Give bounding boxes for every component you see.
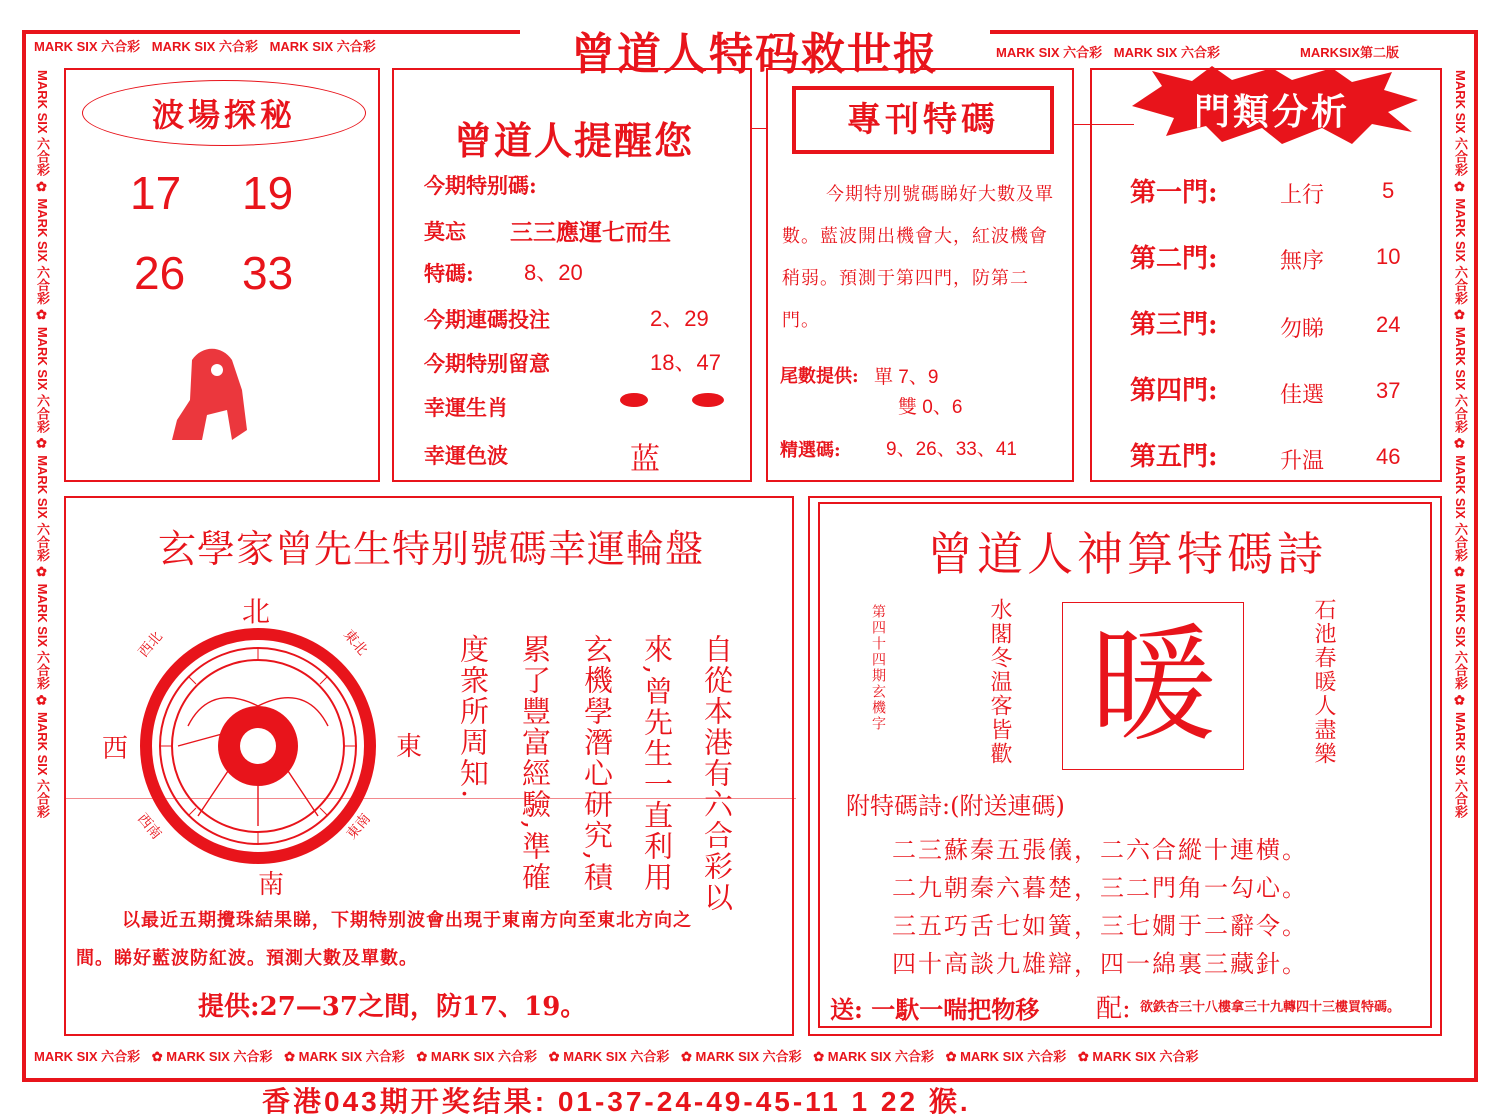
selected-label: 精選碼:: [780, 440, 841, 461]
brand-text: MARK SIX 六合彩: [1453, 70, 1468, 177]
top-brand-strip-left: [34, 36, 514, 56]
direction-s: 南: [258, 870, 285, 900]
draw-result: 香港043期开奖结果: 01-37-24-49-45-11 1 22 猴.: [262, 1086, 971, 1117]
brand-text: MARK SIX 六合彩: [151, 39, 258, 54]
door-number: 46: [1376, 444, 1401, 469]
vertical-text-col: 累了豐富經驗,準確: [518, 634, 552, 894]
direction-w: 西: [102, 734, 129, 764]
door-label: 第三門:: [1130, 310, 1218, 340]
connector-line: [752, 128, 766, 129]
tail-label: 尾數提供:: [780, 366, 859, 387]
door-word: 勿睇: [1280, 317, 1325, 342]
brand-text: MARK SIX 六合彩: [1453, 712, 1468, 819]
brand-text: MARK SIX 六合彩: [827, 1049, 934, 1064]
brand-text: MARK SIX 六合彩: [1453, 455, 1468, 562]
door-label: 第二門:: [1130, 244, 1218, 274]
send-line: 送: 一馱一喘把物移: [830, 995, 1040, 1024]
provide-line: 提供:27—37之間，防17、19。: [198, 992, 587, 1022]
panel-title: 玄學家曾先生特别號碼幸運輪盤: [157, 527, 704, 571]
panel-poem: [808, 496, 1442, 1036]
top-brand-strip-right: [996, 42, 1296, 62]
pair-text: 欲鉄杏三十八樓拿三十九轉四十三樓買特碼。: [1140, 1000, 1401, 1015]
brand-text: MARK SIX 六合彩: [996, 45, 1103, 60]
door-label: 第一門:: [1130, 178, 1218, 208]
brand-text: MARK SIX 六合彩: [34, 1049, 141, 1064]
brand-text: MARK SIX 六合彩: [1113, 45, 1220, 60]
direction-n: 北: [242, 595, 271, 628]
door-word: 升温: [1280, 449, 1325, 474]
tail-single: 單 7、9: [874, 367, 939, 388]
left-brand-strip: MARK SIX 六合彩 ✿ MARK SIX 六合彩 ✿ MARK SIX 六合彩 ✿ MARK SIX 六合彩 ✿ MARK SIX 六合彩 ✿ MARK SIX 六合彩: [35, 70, 50, 819]
poem-line: 四十高談九雄辯，四一綿裏三藏針。: [892, 950, 1308, 978]
animal-icon: [688, 388, 728, 412]
brand-text: MARK SIX 六合彩: [298, 1049, 405, 1064]
reminder-value: 18、47: [650, 350, 721, 375]
edition-label: [1300, 42, 1450, 62]
page-title: 曾道人特码救世报: [520, 18, 990, 82]
panel-reminder: [392, 68, 752, 482]
direction-ne: 東北: [340, 626, 371, 659]
poem-line: 二九朝秦六暮楚，三二門角一勾心。: [892, 874, 1308, 902]
number-item: 17: [130, 167, 182, 219]
brand-text: MARK SIX 六合彩: [35, 583, 50, 690]
direction-e: 東: [396, 732, 423, 762]
brand-text: MARK SIX 六合彩: [35, 326, 50, 433]
door-word: 無序: [1280, 249, 1325, 274]
pair-label: 配:: [1096, 994, 1131, 1024]
brand-text: MARK SIX 六合彩: [166, 1049, 273, 1064]
brand-text: MARK SIX 六合彩: [695, 1049, 802, 1064]
panel-title: 曾道人提醒您: [453, 118, 694, 163]
reminder-label: 莫忘: [424, 219, 466, 244]
bottom-brand-strip: MARK SIX 六合彩 ✿ MARK SIX 六合彩 ✿ MARK SIX 六合彩 ✿ MARK SIX 六合彩 ✿ MARK SIX 六合彩 ✿ MARK SIX 六合彩 ✿ MARK SIX 六合彩 ✿ MARK SIX 六合彩 ✿ MARK SIX 六合彩: [34, 1049, 1199, 1064]
brand-text: MARK SIX 六合彩: [1453, 198, 1468, 305]
door-number: 5: [1382, 178, 1395, 203]
brand-text: MARK SIX 六合彩: [1453, 583, 1468, 690]
selected-value: 9、26、33、41: [886, 439, 1017, 460]
direction-sw: 西南: [134, 810, 165, 843]
poem-column: 石池春暖人盡樂: [1311, 598, 1336, 766]
poem-column: 水閣冬温客皆歡: [987, 598, 1012, 766]
brand-text: MARK SIX 六合彩: [430, 1049, 538, 1064]
panel-body: 今期特別號碼睇好大數及單數。藍波開出機會大，紅波機會稍弱。預測于第四門，防第二門。: [782, 184, 1054, 331]
vertical-text-col: 玄機學潛心研究,積: [580, 634, 614, 894]
brand-text: MARK SIX 六合彩: [563, 1049, 670, 1064]
reminder-label: 幸運色波: [424, 443, 508, 468]
direction-nw: 西北: [135, 628, 166, 661]
right-brand-strip: MARK SIX 六合彩 ✿ MARK SIX 六合彩 ✿ MARK SIX 六合彩 ✿ MARK SIX 六合彩 ✿ MARK SIX 六合彩 ✿ MARK SIX 六合彩: [1453, 70, 1468, 819]
panel-special-code: [766, 68, 1074, 482]
reminder-value: 三三應運七而生: [510, 219, 671, 246]
panel-title: 曾道人神算特碼詩: [927, 527, 1327, 581]
brand-text: MARK SIX 六合彩: [35, 712, 50, 819]
reminder-value: 蓝: [630, 442, 660, 477]
brand-text: MARK SIX 六合彩: [35, 70, 50, 177]
brand-text: MARK SIX 六合彩: [35, 198, 50, 305]
period-column: 第四十四期玄機字: [870, 604, 886, 732]
panel-wave-secret: [64, 68, 380, 482]
panel-lucky-wheel: [64, 496, 794, 1036]
poem-line: 二三蘇秦五張儀，二六合縱十連横。: [892, 836, 1308, 864]
reminder-label: 今期特别留意: [424, 351, 550, 376]
brand-text: MARK SIX 六合彩: [960, 1049, 1067, 1064]
panel-title: 波場探秘: [151, 96, 296, 134]
brand-text: MARK SIX 六合彩: [1092, 1049, 1199, 1064]
brand-text: MARK SIX 六合彩: [34, 39, 141, 54]
reminder-label: 今期連碼投注: [424, 307, 550, 332]
brand-text: MARK SIX 六合彩: [1453, 326, 1468, 433]
vertical-text-col: 度衆所周知.: [456, 634, 490, 801]
door-number: 37: [1376, 378, 1401, 403]
reminder-value: 8、20: [524, 260, 583, 285]
panel-title: 門類分析: [1193, 91, 1350, 133]
animal-illustration: [162, 340, 258, 450]
door-number: 10: [1376, 244, 1401, 269]
animal-icon: [616, 388, 652, 412]
brand-text: MARK SIX 六合彩: [35, 455, 50, 562]
key-character: 暖: [1062, 602, 1244, 770]
panel-title: 專刊特碼: [792, 86, 1054, 154]
door-word: 佳選: [1280, 383, 1325, 408]
poem-label: 附特碼詩:(附送連碼): [846, 792, 1065, 820]
tail-double: 雙 0、6: [898, 397, 963, 418]
reminder-label: 今期特别碼:: [424, 173, 537, 198]
door-number: 24: [1376, 312, 1401, 337]
note-line: 以最近五期攪珠結果睇，下期特别波會出現于東南方向至東北方向之: [122, 910, 692, 931]
reminder-label: 特碼:: [424, 261, 474, 286]
direction-se: 東南: [343, 810, 374, 843]
edition-text: MARKSIX第二版: [1300, 45, 1399, 60]
number-item: 33: [242, 247, 294, 299]
vertical-text-col: 來,曾先生一直利用: [640, 634, 674, 894]
number-item: 26: [134, 247, 186, 299]
reminder-value: 2、29: [650, 306, 709, 331]
brand-text: MARK SIX 六合彩: [269, 39, 376, 54]
door-word: 上行: [1280, 183, 1325, 208]
door-label: 第四門:: [1130, 376, 1218, 406]
vertical-text-col: 自從本港有六合彩以: [700, 634, 734, 913]
reminder-label: 幸運生肖: [424, 395, 508, 420]
poem-line: 三五巧舌七如簧，三七嫺于二辭令。: [892, 912, 1308, 940]
panel-door-analysis: [1090, 68, 1442, 482]
number-item: 19: [242, 167, 294, 219]
note-line: 間。睇好藍波防紅波。預測大數及單數。: [76, 948, 418, 969]
door-label: 第五門:: [1130, 442, 1218, 472]
